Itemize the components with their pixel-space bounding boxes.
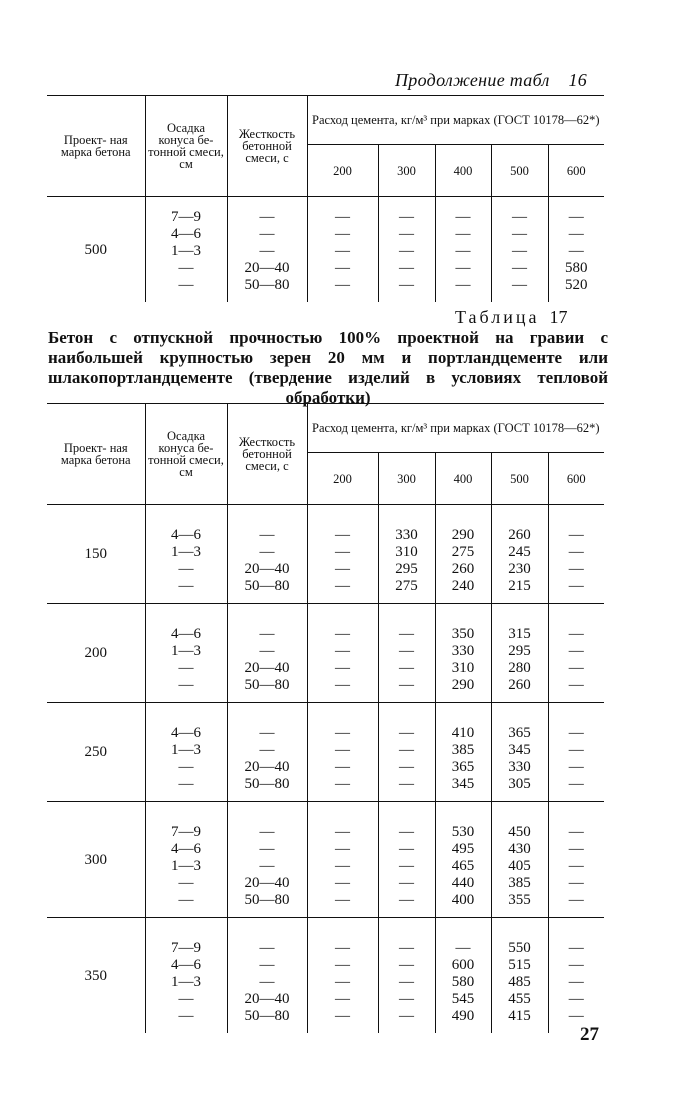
cell-value: — bbox=[178, 677, 194, 693]
header-grade-300: 300 bbox=[378, 145, 435, 197]
cell-value: — bbox=[568, 626, 584, 642]
cell-value: 310 bbox=[395, 544, 418, 560]
cell-c400 bbox=[435, 505, 491, 604]
cell-value: — bbox=[335, 824, 350, 840]
cell-value: 345 bbox=[451, 776, 475, 792]
cell-value: 50—80 bbox=[244, 776, 290, 792]
cell-c200 bbox=[307, 505, 378, 604]
cell-c600 bbox=[548, 802, 604, 918]
cell-c600 bbox=[548, 918, 604, 1034]
cell-value: — bbox=[259, 742, 275, 758]
cell-value: — bbox=[335, 660, 350, 676]
cell-c300 bbox=[378, 505, 435, 604]
cell-value: 215 bbox=[508, 578, 531, 594]
cell-value: 4—6 bbox=[171, 527, 201, 543]
cell-value: 530 bbox=[451, 824, 475, 840]
cell-slump bbox=[145, 918, 227, 1034]
cell-c200 bbox=[307, 604, 378, 703]
grade-cell: 150 bbox=[84, 546, 107, 562]
cell-value: — bbox=[568, 858, 584, 874]
cell-value: 310 bbox=[451, 660, 475, 676]
grade-cell: 250 bbox=[84, 744, 107, 760]
cell-value: — bbox=[335, 544, 350, 560]
cell-value: — bbox=[399, 841, 414, 857]
cell-value: — bbox=[259, 841, 275, 857]
cell-c500 bbox=[491, 505, 548, 604]
table-17-label-text: Таблица bbox=[455, 307, 540, 327]
cell-value: 1—3 bbox=[171, 742, 201, 758]
cell-value: — bbox=[512, 243, 527, 259]
running-head bbox=[395, 70, 587, 91]
cell-value: 290 bbox=[451, 677, 475, 693]
cell-value: — bbox=[568, 677, 584, 693]
grade-cell: 500 bbox=[84, 241, 107, 258]
cell-value: — bbox=[568, 742, 584, 758]
cell-value: — bbox=[335, 626, 350, 642]
table-row bbox=[47, 703, 604, 802]
cell-value: — bbox=[399, 725, 414, 741]
cell-value: 20—40 bbox=[244, 561, 290, 577]
cell-value: 1—3 bbox=[171, 544, 201, 560]
cell-value: — bbox=[455, 277, 471, 293]
cell-value: — bbox=[335, 277, 350, 293]
cell-value: 290 bbox=[451, 527, 475, 543]
cell-value: — bbox=[399, 858, 414, 874]
table-16-continuation bbox=[47, 95, 604, 302]
cell-value: — bbox=[568, 875, 584, 891]
cell-stiffness bbox=[227, 703, 307, 802]
cell-value: — bbox=[335, 991, 350, 1007]
cell-value: — bbox=[568, 226, 584, 242]
cell-value: — bbox=[568, 974, 584, 990]
cell-value: — bbox=[512, 209, 527, 225]
cell-value: 280 bbox=[508, 660, 531, 676]
cell-value: — bbox=[399, 660, 414, 676]
cell-value: — bbox=[335, 260, 350, 276]
cell-value: 365 bbox=[508, 725, 531, 741]
cell-value: — bbox=[399, 957, 414, 973]
cell-value: — bbox=[335, 974, 350, 990]
cell-stiffness bbox=[227, 604, 307, 703]
cell-value: — bbox=[568, 841, 584, 857]
header-cement: Расход цемента, кг/м³ при марках (ГОСТ 10178—62*) bbox=[307, 404, 604, 453]
cell-value: — bbox=[259, 643, 275, 659]
cell-value: 305 bbox=[508, 776, 531, 792]
cell-value: — bbox=[178, 892, 194, 908]
cell-value: 275 bbox=[395, 578, 418, 594]
cell-value: — bbox=[335, 209, 350, 225]
cell-c300 bbox=[378, 197, 435, 303]
cell-value: — bbox=[335, 677, 350, 693]
cell-value: 350 bbox=[451, 626, 475, 642]
table-row bbox=[47, 197, 604, 303]
cell-value: — bbox=[512, 260, 527, 276]
cell-value: — bbox=[259, 226, 275, 242]
cell-value: 1—3 bbox=[171, 858, 201, 874]
cell-c300 bbox=[378, 802, 435, 918]
cell-value: — bbox=[335, 875, 350, 891]
cell-value: — bbox=[455, 209, 471, 225]
cell-value: 295 bbox=[395, 561, 418, 577]
table-row bbox=[47, 604, 604, 703]
cell-value: — bbox=[399, 776, 414, 792]
cell-value: — bbox=[335, 858, 350, 874]
header-grade: Проект- ная марка бетона bbox=[60, 133, 131, 159]
cell-value: — bbox=[178, 660, 194, 676]
cell-value: 260 bbox=[508, 527, 531, 543]
cell-value: — bbox=[335, 841, 350, 857]
cell-c600 bbox=[548, 197, 604, 303]
grade-cell: 200 bbox=[84, 645, 107, 661]
cell-value: — bbox=[568, 991, 584, 1007]
cell-value: — bbox=[259, 243, 275, 259]
cell-value: 580 bbox=[565, 260, 588, 276]
header-slump: Осадка конуса бе- тонной смеси, см bbox=[145, 96, 227, 197]
cell-value: 385 bbox=[508, 875, 531, 891]
cell-value: — bbox=[399, 677, 414, 693]
cell-value: — bbox=[568, 527, 584, 543]
cell-c500 bbox=[491, 918, 548, 1034]
cell-slump bbox=[145, 703, 227, 802]
cell-value: — bbox=[178, 1008, 194, 1024]
cell-c400 bbox=[435, 802, 491, 918]
cell-value: 315 bbox=[508, 626, 531, 642]
cell-c300 bbox=[378, 918, 435, 1034]
cell-value: — bbox=[259, 858, 275, 874]
cell-value: — bbox=[399, 824, 414, 840]
cell-value: — bbox=[568, 209, 584, 225]
cell-value: — bbox=[335, 892, 350, 908]
cell-value: — bbox=[335, 226, 350, 242]
cell-value: 600 bbox=[451, 957, 475, 973]
cell-value: — bbox=[178, 260, 194, 276]
cell-value: — bbox=[178, 759, 194, 775]
cell-slump bbox=[145, 802, 227, 918]
table-17-number: 17 bbox=[549, 307, 568, 327]
cell-value: — bbox=[399, 243, 414, 259]
cell-value: — bbox=[335, 243, 350, 259]
cell-value: 4—6 bbox=[171, 841, 201, 857]
cell-value: — bbox=[399, 974, 414, 990]
header-grade-200: 200 bbox=[307, 453, 378, 505]
cell-value: 7—9 bbox=[171, 209, 201, 225]
cell-value: — bbox=[568, 243, 584, 259]
cell-value: 230 bbox=[508, 561, 531, 577]
cell-c600 bbox=[548, 604, 604, 703]
cell-value: 410 bbox=[451, 725, 475, 741]
cell-value: — bbox=[399, 277, 414, 293]
header-stiffness: Жесткость бетонной смеси, с bbox=[227, 404, 307, 505]
cell-value: — bbox=[399, 626, 414, 642]
cell-value: — bbox=[512, 277, 527, 293]
cell-value: — bbox=[568, 578, 584, 594]
cell-value: — bbox=[335, 957, 350, 973]
page-number: 27 bbox=[580, 1024, 599, 1045]
cell-value: 545 bbox=[451, 991, 475, 1007]
header-grade-400: 400 bbox=[435, 145, 491, 197]
cell-value: — bbox=[259, 824, 275, 840]
cell-c500 bbox=[491, 802, 548, 918]
cell-value: 515 bbox=[508, 957, 531, 973]
cell-value: — bbox=[335, 725, 350, 741]
cell-slump bbox=[145, 604, 227, 703]
cell-value: — bbox=[335, 578, 350, 594]
cell-value: — bbox=[399, 226, 414, 242]
header-stiffness: Жесткость бетонной смеси, с bbox=[227, 96, 307, 197]
cell-value: — bbox=[259, 544, 275, 560]
cell-value: 50—80 bbox=[244, 677, 290, 693]
cell-value: — bbox=[399, 892, 414, 908]
cell-c300 bbox=[378, 604, 435, 703]
cell-value: 20—40 bbox=[244, 260, 290, 276]
table-row bbox=[47, 505, 604, 604]
cell-value: — bbox=[455, 226, 471, 242]
cell-value: — bbox=[568, 940, 584, 956]
cell-value: 20—40 bbox=[244, 660, 290, 676]
cell-c200 bbox=[307, 918, 378, 1034]
cell-value: — bbox=[335, 940, 350, 956]
cell-c200 bbox=[307, 197, 378, 303]
cell-value: — bbox=[455, 243, 471, 259]
cell-value: — bbox=[568, 544, 584, 560]
cell-value: 4—6 bbox=[171, 626, 201, 642]
cell-value: — bbox=[455, 260, 471, 276]
cell-value: — bbox=[259, 940, 275, 956]
cell-value: 485 bbox=[508, 974, 531, 990]
cell-value: 550 bbox=[508, 940, 531, 956]
header-cement: Расход цемента, кг/м³ при марках (ГОСТ 10178—62*) bbox=[307, 96, 604, 145]
cell-value: 260 bbox=[451, 561, 475, 577]
cell-value: 4—6 bbox=[171, 957, 201, 973]
cell-c500 bbox=[491, 604, 548, 703]
cell-value: 1—3 bbox=[171, 243, 201, 259]
cell-value: 20—40 bbox=[244, 991, 290, 1007]
header-grade: Проект- ная марка бетона bbox=[60, 441, 131, 467]
header-grade-600: 600 bbox=[548, 453, 604, 505]
cell-value: 240 bbox=[451, 578, 475, 594]
cell-value: — bbox=[178, 991, 194, 1007]
table-17-caption: Бетон с отпускной прочностью 100% проектной на гравии с наибольшей крупностью зерен 20 мм и портландцементе или шлакопортландцементе (твердение изделий в условиях тепловой обработки) bbox=[48, 328, 608, 407]
cell-slump bbox=[145, 505, 227, 604]
cell-value: — bbox=[399, 759, 414, 775]
cell-value: 20—40 bbox=[244, 875, 290, 891]
cell-stiffness bbox=[227, 918, 307, 1034]
cell-value: — bbox=[568, 957, 584, 973]
cell-value: 490 bbox=[451, 1008, 475, 1024]
cell-value: — bbox=[568, 759, 584, 775]
cell-value: 385 bbox=[451, 742, 475, 758]
cell-c200 bbox=[307, 703, 378, 802]
header-slump: Осадка конуса бе- тонной смеси, см bbox=[145, 404, 227, 505]
header-grade-200: 200 bbox=[307, 145, 378, 197]
table-row bbox=[47, 802, 604, 918]
cell-value: 330 bbox=[451, 643, 475, 659]
cell-value: 440 bbox=[451, 875, 475, 891]
cell-value: 7—9 bbox=[171, 940, 201, 956]
cell-value: — bbox=[399, 209, 414, 225]
cell-value: 465 bbox=[451, 858, 475, 874]
cell-value: 50—80 bbox=[244, 892, 290, 908]
cell-value: — bbox=[259, 725, 275, 741]
cell-c600 bbox=[548, 703, 604, 802]
grade-cell: 350 bbox=[84, 967, 107, 984]
cell-value: — bbox=[568, 643, 584, 659]
cell-stiffness bbox=[227, 197, 307, 303]
cell-c400 bbox=[435, 604, 491, 703]
cell-value: — bbox=[399, 875, 414, 891]
cell-c200 bbox=[307, 802, 378, 918]
cell-value: 405 bbox=[508, 858, 531, 874]
cell-value: — bbox=[259, 527, 275, 543]
cell-value: 495 bbox=[451, 841, 475, 857]
cell-slump bbox=[145, 197, 227, 303]
cell-value: — bbox=[399, 940, 414, 956]
cell-value: 520 bbox=[565, 277, 588, 293]
cell-value: — bbox=[455, 940, 471, 956]
cell-value: — bbox=[259, 957, 275, 973]
cell-value: 50—80 bbox=[244, 277, 290, 293]
cell-value: 400 bbox=[451, 892, 475, 908]
cell-value: — bbox=[259, 626, 275, 642]
table-row bbox=[47, 918, 604, 1034]
cell-value: — bbox=[178, 561, 194, 577]
header-grade-500: 500 bbox=[491, 145, 548, 197]
cell-value: 295 bbox=[508, 643, 531, 659]
cell-c400 bbox=[435, 197, 491, 303]
cell-stiffness bbox=[227, 802, 307, 918]
cell-value: — bbox=[335, 561, 350, 577]
cell-value: 50—80 bbox=[244, 578, 290, 594]
cell-value: — bbox=[568, 1008, 584, 1024]
cell-value: 365 bbox=[451, 759, 475, 775]
cell-value: 245 bbox=[508, 544, 531, 560]
cell-value: 330 bbox=[395, 527, 418, 543]
header-grade-600: 600 bbox=[548, 145, 604, 197]
cell-value: — bbox=[568, 725, 584, 741]
cell-value: — bbox=[568, 824, 584, 840]
cell-value: — bbox=[335, 643, 350, 659]
cell-value: 260 bbox=[508, 677, 531, 693]
cell-value: — bbox=[399, 643, 414, 659]
cell-value: 355 bbox=[508, 892, 531, 908]
cell-value: — bbox=[178, 277, 194, 293]
cell-value: — bbox=[399, 260, 414, 276]
cell-c300 bbox=[378, 703, 435, 802]
cell-value: — bbox=[399, 742, 414, 758]
cell-stiffness bbox=[227, 505, 307, 604]
cell-value: — bbox=[178, 578, 194, 594]
cell-value: — bbox=[399, 1008, 414, 1024]
cell-value: 415 bbox=[508, 1008, 531, 1024]
cell-value: — bbox=[178, 875, 194, 891]
cell-value: — bbox=[335, 1008, 350, 1024]
cell-c500 bbox=[491, 703, 548, 802]
cell-c400 bbox=[435, 703, 491, 802]
grade-cell: 300 bbox=[84, 851, 107, 868]
cell-value: — bbox=[259, 974, 275, 990]
cell-value: — bbox=[512, 226, 527, 242]
cell-value: — bbox=[335, 527, 350, 543]
cell-value: — bbox=[335, 776, 350, 792]
cell-value: 4—6 bbox=[171, 725, 201, 741]
cell-c600 bbox=[548, 505, 604, 604]
cell-value: 7—9 bbox=[171, 824, 201, 840]
cell-value: — bbox=[568, 561, 584, 577]
cell-value: 4—6 bbox=[171, 226, 201, 242]
cell-value: — bbox=[178, 776, 194, 792]
cell-value: 345 bbox=[508, 742, 531, 758]
cell-value: 430 bbox=[508, 841, 531, 857]
cell-c500 bbox=[491, 197, 548, 303]
cell-value: 1—3 bbox=[171, 974, 201, 990]
cell-value: — bbox=[335, 759, 350, 775]
table-17-label bbox=[455, 307, 567, 328]
cell-value: — bbox=[568, 892, 584, 908]
cell-value: 450 bbox=[508, 824, 531, 840]
table-17 bbox=[47, 403, 604, 1033]
cell-value: 1—3 bbox=[171, 643, 201, 659]
cell-value: — bbox=[568, 660, 584, 676]
cell-value: 330 bbox=[508, 759, 531, 775]
cell-value: 50—80 bbox=[244, 1008, 290, 1024]
running-head-text: Продолжение табл bbox=[395, 70, 550, 90]
cell-value: — bbox=[259, 209, 275, 225]
cell-value: 275 bbox=[451, 544, 475, 560]
cell-value: — bbox=[568, 776, 584, 792]
header-grade-500: 500 bbox=[491, 453, 548, 505]
header-grade-300: 300 bbox=[378, 453, 435, 505]
cell-c400 bbox=[435, 918, 491, 1034]
cell-value: — bbox=[399, 991, 414, 1007]
cell-value: — bbox=[335, 742, 350, 758]
cell-value: 20—40 bbox=[244, 759, 290, 775]
cell-value: 580 bbox=[451, 974, 475, 990]
running-head-number: 16 bbox=[568, 70, 588, 90]
header-grade-400: 400 bbox=[435, 453, 491, 505]
cell-value: 455 bbox=[508, 991, 531, 1007]
